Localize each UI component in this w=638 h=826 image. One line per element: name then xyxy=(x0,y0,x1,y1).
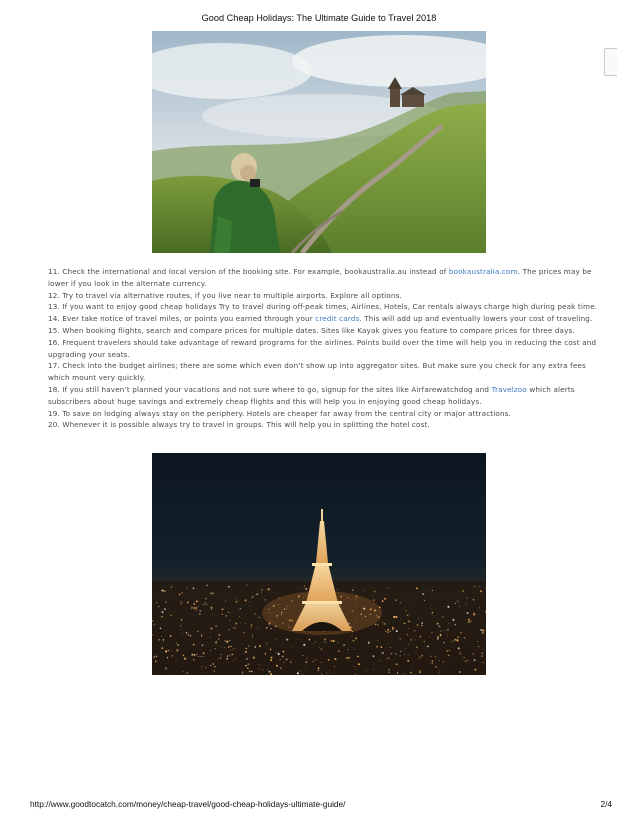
bookaustralia-link[interactable]: bookaustralia.com xyxy=(448,267,518,276)
tip-15: 15. When booking flights, search and compare prices for multiple dates. Sites like Kayak gives you feature to compare prices for three days. xyxy=(48,325,575,335)
eiffel-photo xyxy=(152,453,486,675)
tip-17: 17. Check into the budget airlines; there are some which even don’t show up into aggregator sites. But make sure you check for any extra fees which mount very quickly. xyxy=(48,361,586,383)
tip-18: 18. If you still haven’t planned your vacations and not sure where to go, signup for the sites like Airfarewatchdog and Travelzoo which alerts subscribers about huge savings and extremely cheap flights and this will help you in enjoying good cheap holidays. xyxy=(48,384,575,406)
page-title: Good Cheap Holidays: The Ultimate Guide to Travel 2018 xyxy=(201,13,437,23)
tip-19: 19. To save on lodging always stay on the periphery. Hotels are cheaper far away from the central city or major attractions. xyxy=(48,408,511,418)
tip-20: 20. Whenever it is possible always try to travel in groups. This will help you in splitting the hotel cost. xyxy=(48,420,430,430)
side-tab[interactable] xyxy=(604,48,617,76)
tip-16: 16. Frequent travelers should take advantage of reward programs for the airlines. Points build over the time will help you in reducing the cost and upgrading your seats. xyxy=(48,337,597,359)
tip-14: 14. Ever take notice of travel miles, or points you earned through your credit cards. This will add up and eventually lowers your cost of traveling. xyxy=(48,314,593,324)
tip-11: 11. Check the international and local version of the booking site. For example, bookaustralia.au instead of bookaustralia.com. The prices may be lower if you look in the alternate currency. xyxy=(48,267,592,288)
page-number: 2/4 xyxy=(600,799,612,809)
tip-13: 13. If you want to enjoy good cheap holidays Try to travel during off-peak times, Airlines, Hotels, Car rentals always charge high during peak time. xyxy=(48,302,598,312)
credit-cards-link[interactable]: credit cards xyxy=(315,314,360,324)
tips-list xyxy=(48,266,608,431)
hiker-photo xyxy=(152,31,486,253)
footer-url: http://www.goodtocatch.com/money/cheap-travel/good-cheap-holidays-ultimate-guide/ xyxy=(30,799,346,809)
tip-12: 12. Try to travel via alternative routes, if you live near to multiple airports. Explore all options. xyxy=(48,290,402,300)
travelzoo-link[interactable]: Travelzoo xyxy=(491,384,527,394)
